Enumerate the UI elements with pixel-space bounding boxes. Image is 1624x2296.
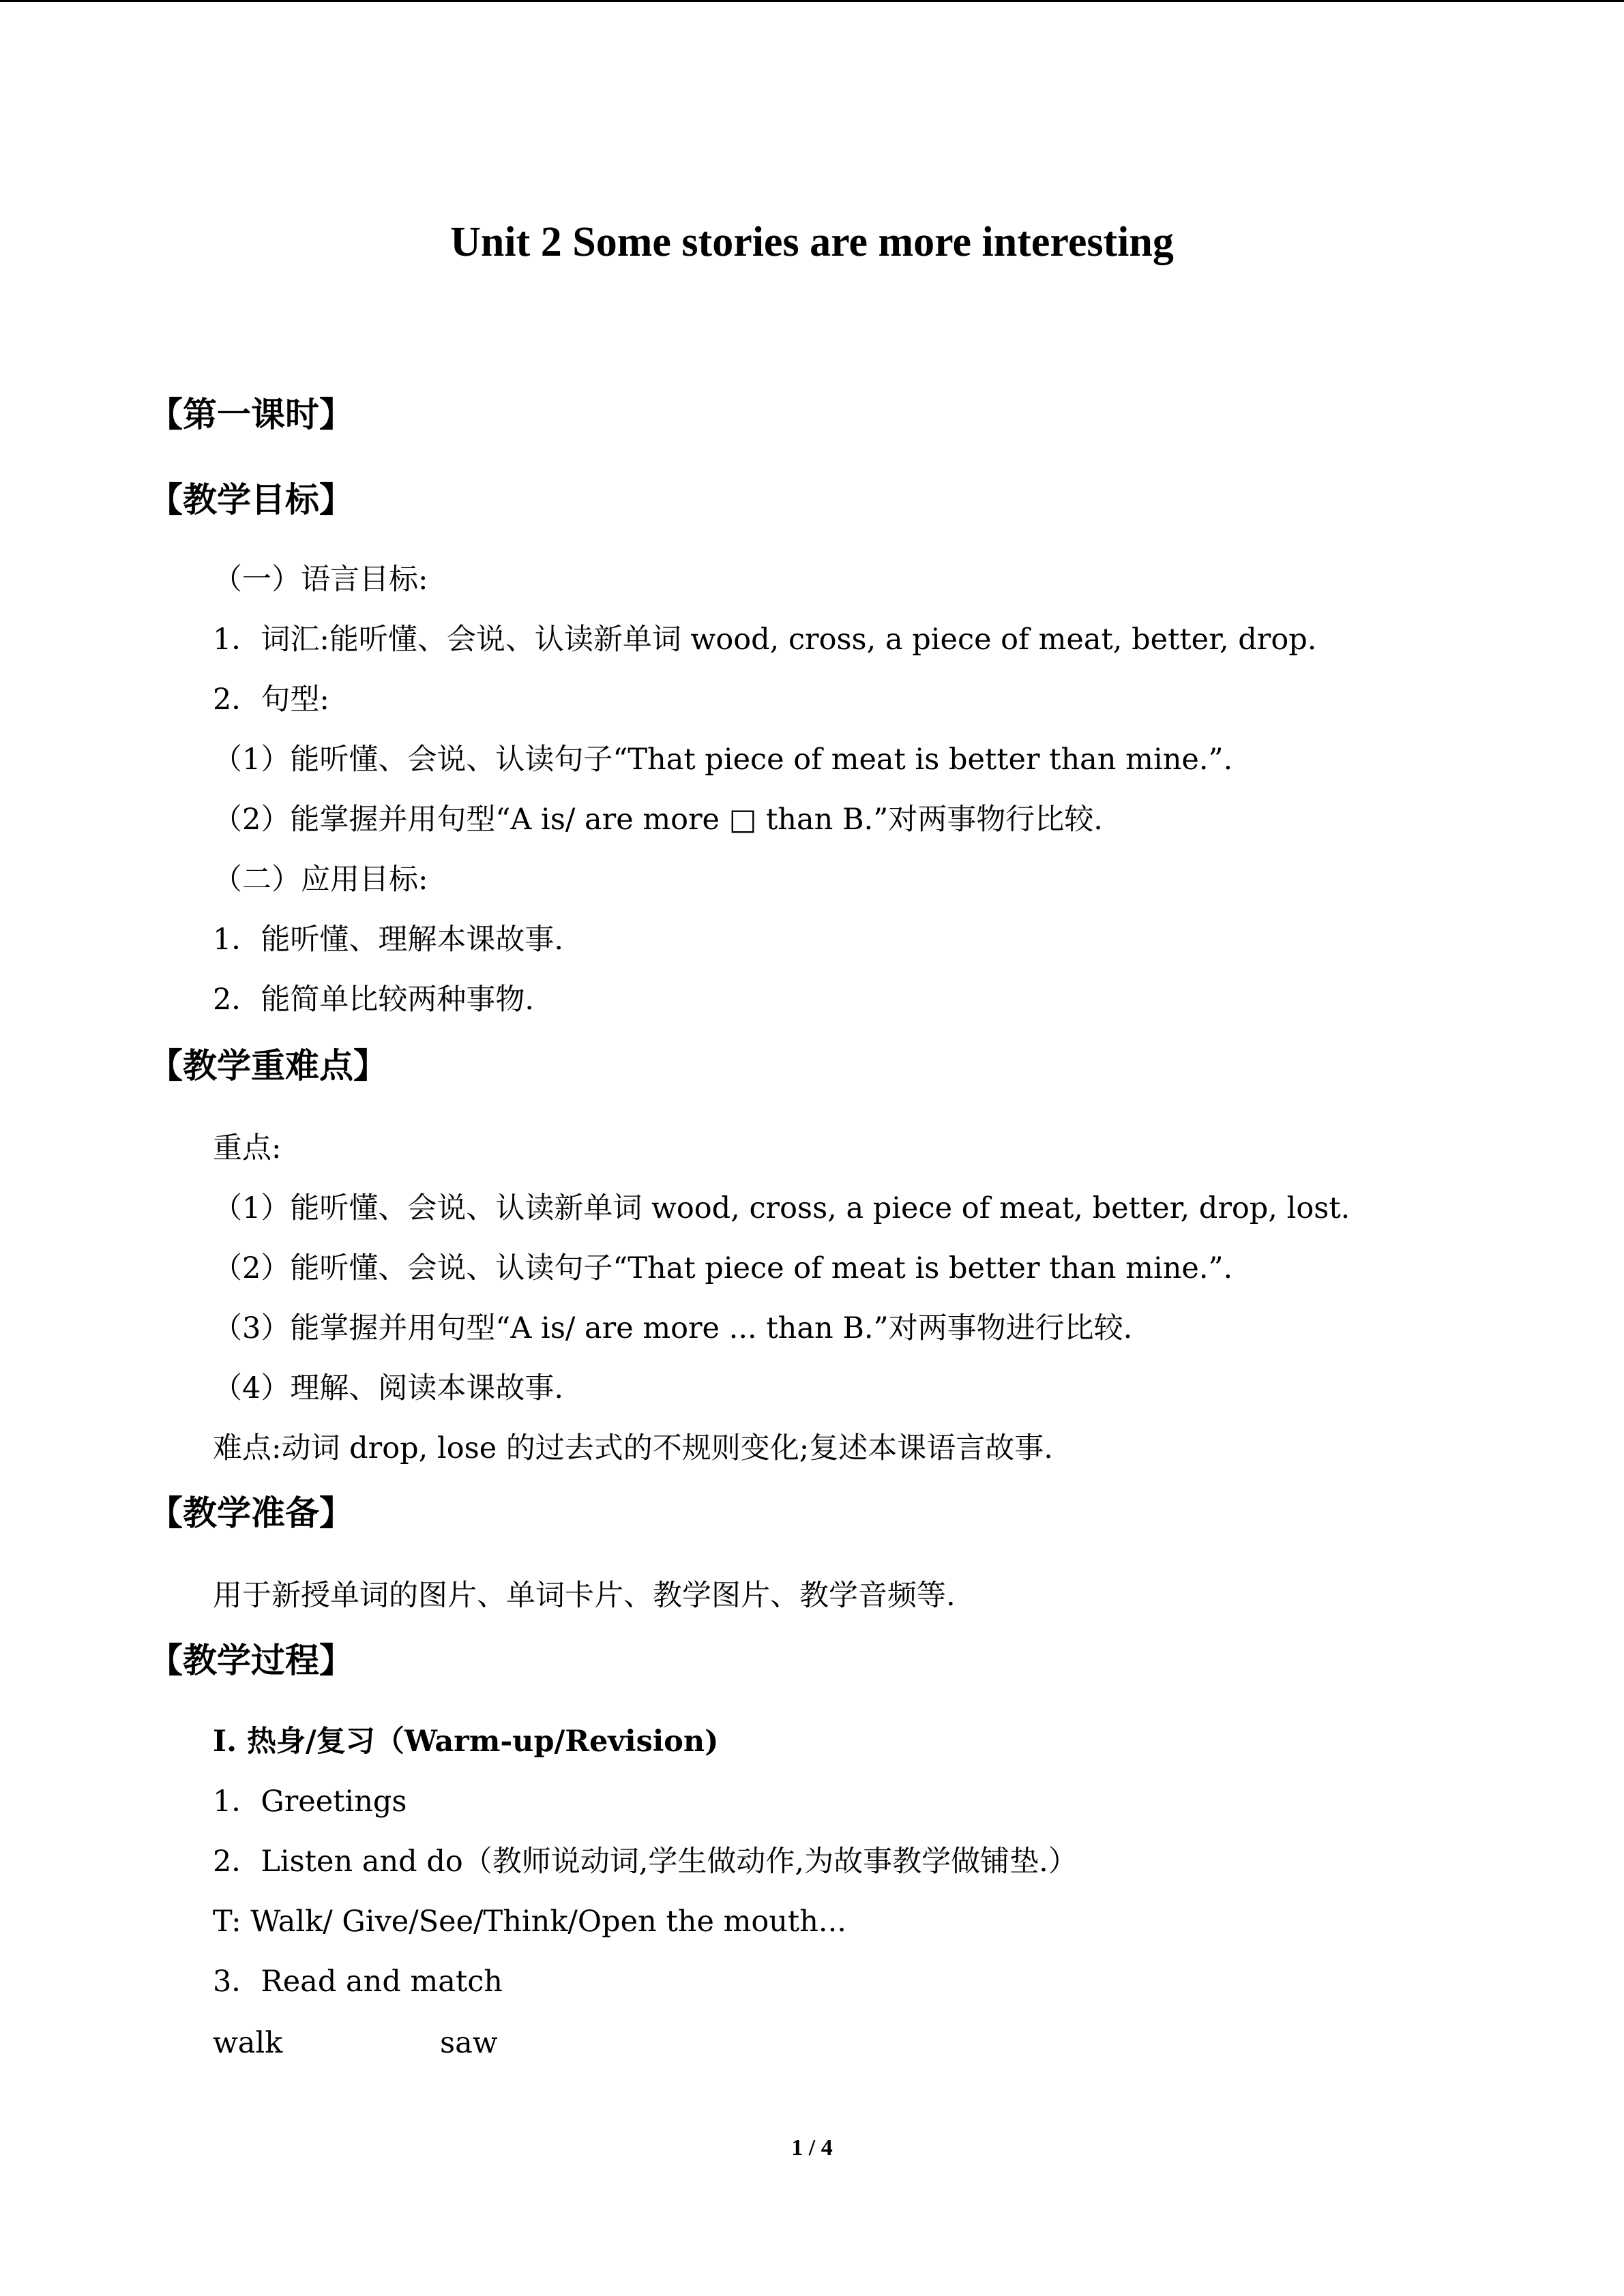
match-right-word: saw: [440, 2026, 498, 2060]
objective-pattern-2: （2）能掌握并用句型“A is/ are more □ than B.”对两事物行比较.: [213, 803, 1103, 837]
page-number: 1 / 4: [791, 2135, 833, 2160]
application-1: 1．能听懂、理解本课故事.: [213, 923, 564, 957]
application-2: 2．能简单比较两种事物.: [213, 983, 535, 1017]
focus-1: （1）能听懂、会说、认读新单词 wood, cross, a piece of meat, better, drop, lost.: [213, 1191, 1350, 1225]
process-step-2: 2．Listen and do（教师说动词,学生做动作,为故事教学做铺垫.）: [213, 1845, 1078, 1879]
focus-4: （4）理解、阅读本课故事.: [213, 1371, 564, 1405]
document-title: Unit 2 Some stories are more interesting: [450, 219, 1174, 265]
process-step-2-example: T: Walk/ Give/See/Think/Open the mouth...: [213, 1905, 846, 1939]
heading-objectives: 【教学目标】: [149, 480, 353, 520]
application-goal: （二）应用目标:: [213, 863, 428, 897]
focus-3: （3）能掌握并用句型“A is/ are more ... than B.”对两事物进行比较.: [213, 1311, 1133, 1345]
preparation-text: 用于新授单词的图片、单词卡片、教学图片、教学音频等.: [213, 1579, 956, 1613]
process-section-1: I. 热身/复习（Warm-up/Revision): [213, 1725, 719, 1759]
heading-lesson: 【第一课时】: [149, 395, 353, 434]
match-left-word: walk: [213, 2026, 283, 2060]
process-step-3: 3．Read and match: [213, 1965, 503, 1999]
heading-key-points: 【教学重难点】: [149, 1046, 387, 1086]
language-goal: （一）语言目标:: [213, 563, 428, 597]
objective-vocab: 1．词汇:能听懂、会说、认读新单词 wood, cross, a piece of meat, better, drop.: [213, 623, 1317, 657]
difficulty: 难点:动词 drop, lose 的过去式的不规则变化;复述本课语言故事.: [213, 1431, 1053, 1465]
process-step-1: 1．Greetings: [213, 1785, 407, 1819]
heading-preparation: 【教学准备】: [149, 1493, 353, 1533]
objective-pattern: 2．句型:: [213, 683, 329, 717]
focus-2: （2）能听懂、会说、认读句子“That piece of meat is better than mine.”.: [213, 1251, 1233, 1285]
focus-label: 重点:: [213, 1131, 282, 1165]
heading-process: 【教学过程】: [149, 1641, 353, 1680]
page-top-border: [0, 0, 1624, 2]
objective-pattern-1: （1）能听懂、会说、认读句子“That piece of meat is better than mine.”.: [213, 743, 1233, 777]
